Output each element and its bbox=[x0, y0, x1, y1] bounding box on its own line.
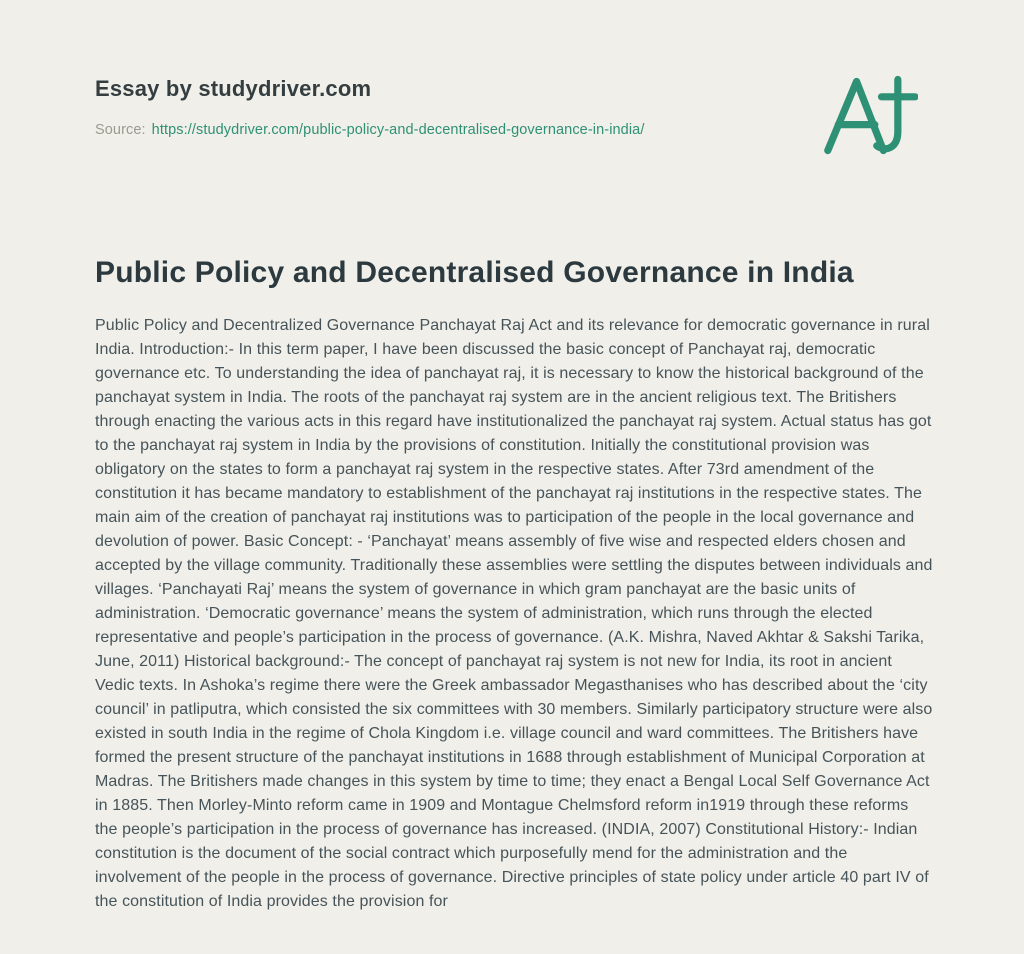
source-link[interactable]: https://studydriver.com/public-policy-and-decentralised-governance-in-india/ bbox=[151, 122, 645, 138]
source-row bbox=[95, 122, 644, 138]
source-label: Source: bbox=[95, 122, 146, 138]
byline: Essay by studydriver.com bbox=[95, 76, 372, 101]
document-header bbox=[95, 76, 644, 138]
a-plus-logo-icon bbox=[822, 66, 918, 166]
article-body: Public Policy and Decentralized Governance Panchayat Raj Act and its relevance for democratic governance in rural India. Introduction:- In this term paper, I have been discussed the basic concept of Panchayat raj, democratic governance etc. To understanding the idea of panchayat raj, it is necessary to know the historical background of the panchayat system in India. The roots of the panchayat raj system are in the ancient religious text. The Britishers through enacting the various acts in this regard have institutionalized the panchayat raj system. Actual status has got to the panchayat raj system in India by the provisions of constitution. Initially the constitutional provision was obligatory on the states to form a panchayat raj system in the respective states. After 73rd amendment of the constitution it has became mandatory to establishment of the panchayat raj institutions in the respective states. The main aim of the creation of panchayat raj institutions was to participation of the people in the local governance and devolution of power. Basic Concept: - ‘Panchayat’ means assembly of five wise and respected elders chosen and accepted by the village community. Traditionally these assemblies were settling the disputes between individuals and villages. ‘Panchayati Raj’ means the system of governance in which gram panchayat are the basic units of administration. ‘Democratic governance’ means the system of administration, which runs through the elected representative and people’s participation in the process of governance. (A.K. Mishra, Naved Akhtar & Sakshi Tarika, June, 2011) Historical background:- The concept of panchayat raj system is not new for India, its root in ancient Vedic texts. In Ashoka’s regime there were the Greek ambassador Megasthanises who has described about the ‘city council’ in patliputra, which consisted the six committees with 30 members. Similarly participatory structure were also existed in south India in the regime of Chola Kingdom i.e. village council and ward committees. The Britishers have formed the present structure of the panchayat institutions in 1688 through establishment of Municipal Corporation at Madras. The Britishers made changes in this system by time to time; they enact a Bengal Local Self Governance Act in 1885. Then Morley-Minto reform came in 1909 and Montague Chelmsford reform in1919 through these reforms the people’s participation in the process of governance has increased. (INDIA, 2007) Constitutional History:- Indian constitution is the document of the social contract which purposefully mend for the administration and the involvement of the people in the process of governance. Directive principles of state policy under article 40 part IV of the constitution of India provides the provision for bbox=[95, 317, 933, 910]
page-title: Public Policy and Decentralised Governance in India bbox=[95, 256, 854, 289]
